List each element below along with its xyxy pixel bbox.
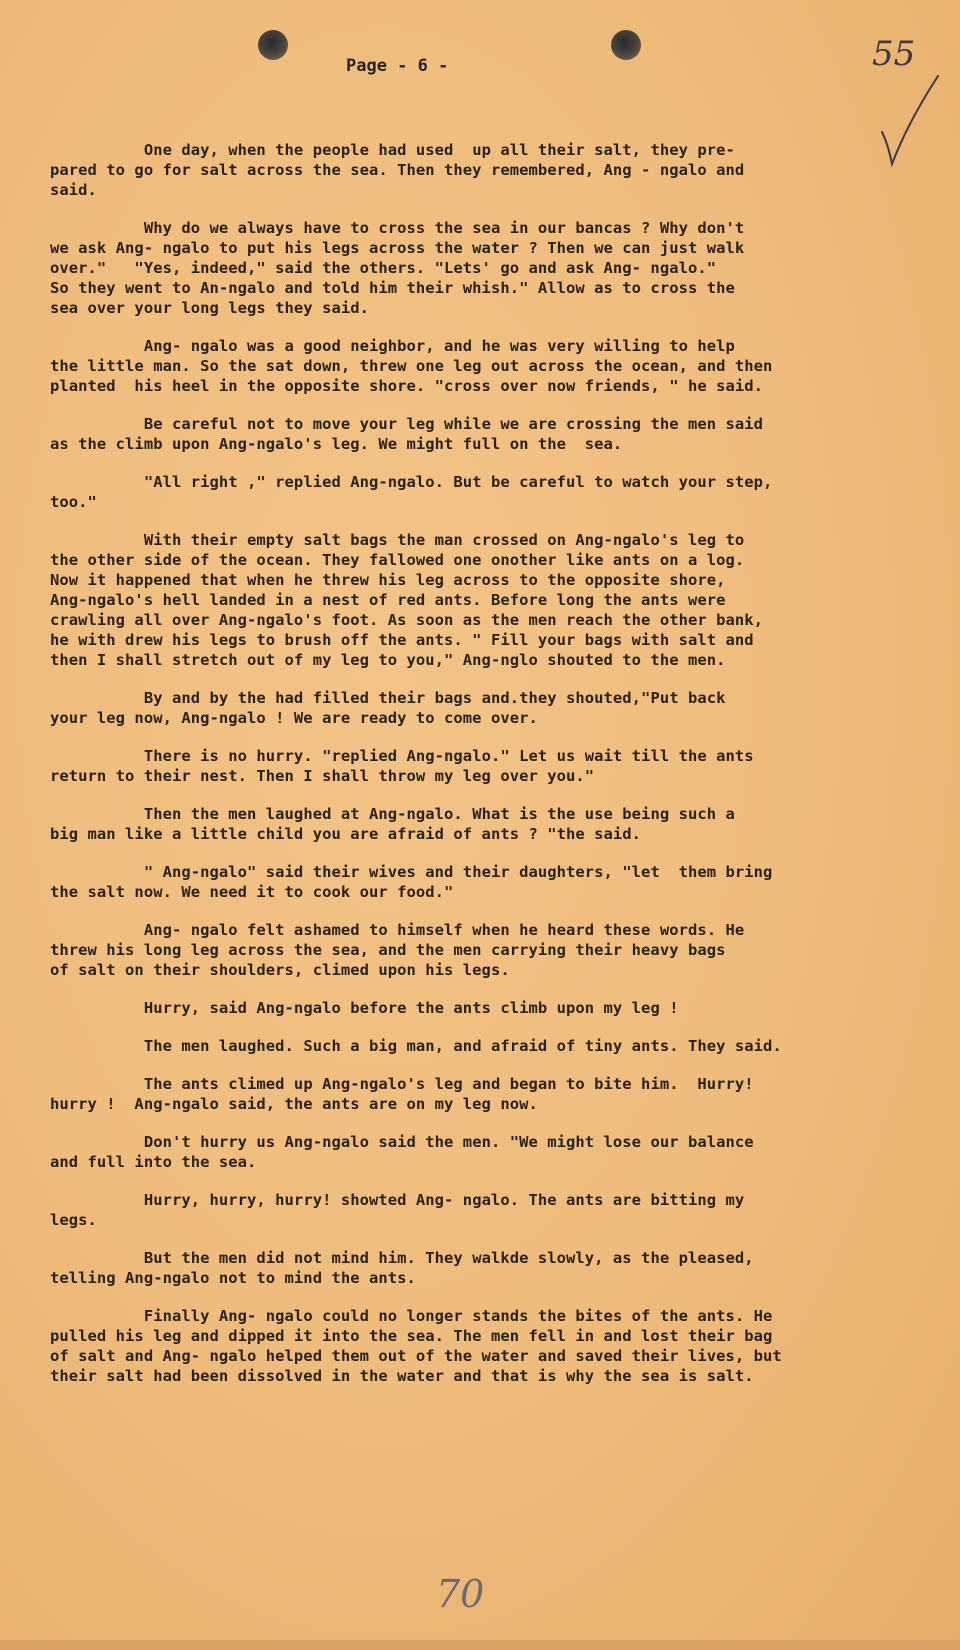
paragraph: Be careful not to move your leg while we are crossing the men said as the climb upon Ang-ngalo's leg. We might full on the sea. xyxy=(50,415,764,453)
paragraph: By and by the had filled their bags and.they shouted,"Put back your leg now, Ang-ngalo ! We are ready to come over. xyxy=(50,689,726,727)
paragraph: Ang- ngalo felt ashamed to himself when he heard these words. He threw his long leg across the sea, and the men carrying their heavy bags of salt on their shoulders, climed upon his legs. xyxy=(50,921,745,979)
punch-hole-right xyxy=(611,30,641,60)
punch-hole-left xyxy=(258,30,288,60)
paragraph: Then the men laughed at Ang-ngalo. What is the use being such a big man like a little child you are afraid of ants ? "the said. xyxy=(50,805,735,843)
paragraph: " Ang-ngalo" said their wives and their daughters, "let them bring the salt now. We need it to cook our food." xyxy=(50,863,773,901)
paragraph: But the men did not mind him. They walkde slowly, as the pleased, telling Ang-ngalo not to mind the ants. xyxy=(50,1249,754,1287)
paragraph: Don't hurry us Ang-ngalo said the men. "We might lose our balance and full into the sea. xyxy=(50,1133,754,1171)
paragraph: Ang- ngalo was a good neighbor, and he was very willing to help the little man. So the sat down, threw one leg out across the ocean, and then planted his heel in the opposite shore. "cross over now friends, " he said. xyxy=(50,337,773,395)
paragraph: Hurry, hurry, hurry! showted Ang- ngalo. The ants are bitting my legs. xyxy=(50,1191,745,1229)
paragraph: The men laughed. Such a big man, and afraid of tiny ants. They said. xyxy=(50,1037,782,1055)
footer-strip xyxy=(0,1640,960,1650)
page-header: Page - 6 - xyxy=(346,56,449,76)
paragraph: Finally Ang- ngalo could no longer stands the bites of the ants. He pulled his leg and dipped it into the sea. The men fell in and lost their bag of salt and Ang- ngalo helped them out of the water and saved their lives, but their salt had been dissolved in the water and that is why the sea is salt. xyxy=(50,1307,782,1385)
handwritten-page-number: 70 xyxy=(436,1572,485,1616)
paragraph: There is no hurry. "replied Ang-ngalo." Let us wait till the ants return to their nest. Then I shall throw my leg over you." xyxy=(50,747,754,785)
paragraph: The ants climed up Ang-ngalo's leg and began to bite him. Hurry! hurry ! Ang-ngalo said, the ants are on my leg now. xyxy=(50,1075,754,1113)
paragraph: With their empty salt bags the man crossed on Ang-ngalo's leg to the other side of the ocean. They fallowed one onother like ants on a log. Now it happened that when he threw his leg across to the opposite shore, Ang-ngalo's hell landed in a nest of red ants. Before long the ants were crawling all over Ang-ngalo's foot. As soon as the men reach the other bank, he with drew his legs to brush off the ants. " Fill your bags with salt and then I shall stretch out of my leg to you," Ang-nglo shouted to the men. xyxy=(50,531,764,669)
paragraph: "All right ," replied Ang-ngalo. But be careful to watch your step, too." xyxy=(50,473,773,511)
story-body xyxy=(50,140,890,1404)
handwritten-folio-number: 55 xyxy=(872,34,916,74)
paragraph: Why do we always have to cross the sea in our bancas ? Why don't we ask Ang- ngalo to put his legs across the water ? Then we can just walk over." "Yes, indeed," said the others. "Lets' go and ask Ang- ngalo." So they went to An-ngalo and told him their whish." Allow as to cross the sea over your long legs they said. xyxy=(50,219,745,317)
paragraph: Hurry, said Ang-ngalo before the ants climb upon my leg ! xyxy=(50,999,679,1017)
paragraph: One day, when the people had used up all their salt, they pre- pared to go for salt across the sea. Then they remembered, Ang - ngalo and said. xyxy=(50,141,745,199)
